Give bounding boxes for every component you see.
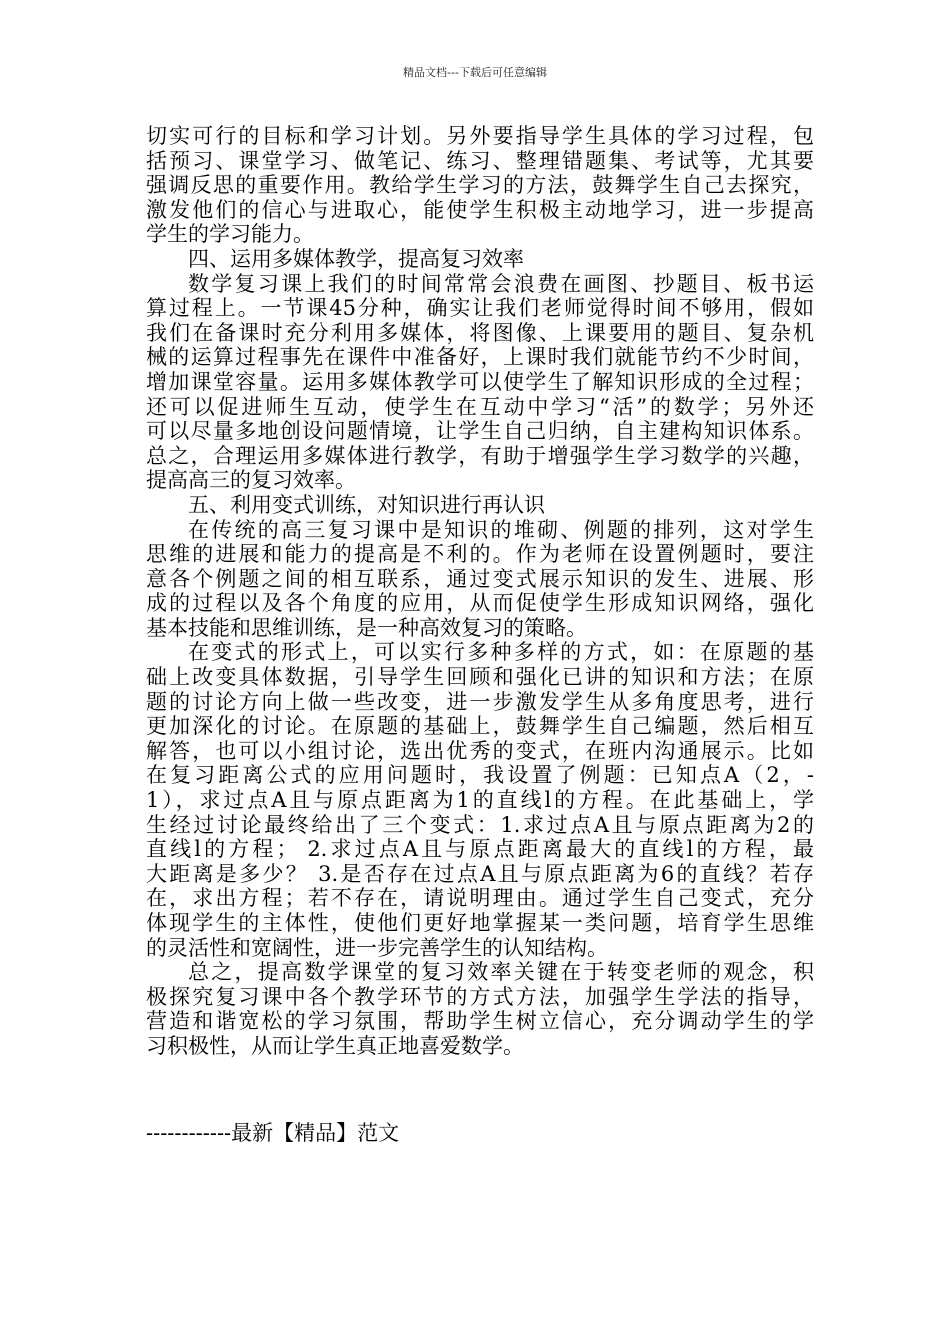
text-line: 五、利用变式训练，对知识进行再认识 [188,492,545,517]
document-body [146,124,814,1059]
text-line: 械的运算过程事先在课件中准备好，上课时我们就能节约不少时间， [146,345,814,370]
text-line: 数学复习课上我们的时间常常会浪费在画图、抄题目、板书运 [188,271,814,296]
text-line: 总之，合理运用多媒体进行教学，有助于增强学生学习数学的兴趣， [146,443,814,468]
text-line: 题的讨论方向上做一些改变，进一步激发学生从多角度思考，进行 [146,689,814,714]
text-line: 意各个例题之间的相互联系，通过变式展示知识的发生、进展、形 [146,566,814,591]
text-line: 激发他们的信心与进取心，能使学生积极主动地学习，进一步提高 [146,197,814,222]
text-line: 提高高三的复习效率。 [146,468,356,493]
text-line: 学生的学习能力。 [146,222,314,247]
text-line: 生经过讨论最终给出了三个变式：1.求过点A且与原点距离为2的 [146,812,814,837]
text-line: 在传统的高三复习课中是知识的堆砌、例题的排列，这对学生 [188,517,814,542]
text-line: 极探究复习课中各个教学环节的方式方法，加强学生学法的指导， [146,984,814,1009]
footer-tagline: ------------最新【精品】范文 [146,1121,400,1145]
page-header: 精品文档---下载后可任意编辑 [403,66,547,79]
text-line: 还可以促进师生互动，使学生在互动中学习“活”的数学；另外还 [146,394,814,419]
text-line: 切实可行的目标和学习计划。另外要指导学生具体的学习过程，包 [146,124,814,148]
text-line: 可以尽量多地创设问题情境，让学生自己归纳，自主建构知识体系。 [146,419,814,444]
text-line: 四、运用多媒体教学，提高复习效率 [188,246,524,271]
text-line: 1），求过点A且与原点距离为1的直线l的方程。在此基础上，学 [146,788,814,813]
text-line: 思维的进展和能力的提高是不利的。作为老师在设置例题时，要注 [146,542,814,567]
text-line: 大距离是多少？ 3.是否存在过点A且与原点距离为6的直线？若存 [146,861,814,886]
text-line: 在复习距离公式的应用问题时，我设置了例题：已知点A（2，- [146,763,814,788]
text-line: 更加深化的讨论。在原题的基础上，鼓舞学生自己编题，然后相互 [146,714,814,739]
text-line: 体现学生的主体性，使他们更好地掌握某一类问题，培育学生思维 [146,911,814,935]
text-line: 基本技能和思维训练，是一种高效复习的策略。 [146,615,587,640]
text-line: 习积极性，从而让学生真正地喜爱数学。 [146,1033,524,1058]
text-line: 总之，提高数学课堂的复习效率关键在于转变老师的观念，积 [188,960,814,985]
text-line: 直线l的方程； 2.求过点A且与原点距离最大的直线l的方程，最 [146,837,814,862]
text-line: 成的过程以及各个角度的应用，从而促使学生形成知识网络，强化 [146,591,814,616]
text-line: 我们在备课时充分利用多媒体，将图像、上课要用的题目、复杂机 [146,320,814,345]
text-line: 础上改变具体数据，引导学生回顾和强化已讲的知识和方法；在原 [146,665,814,690]
text-line: 的灵活性和宽阔性，进一步完善学生的认知结构。 [146,935,608,960]
text-line: 算过程上。一节课45分种，确实让我们老师觉得时间不够用，假如 [146,296,814,321]
text-line: 增加课堂容量。运用多媒体教学可以使学生了解知识形成的全过程； [146,369,814,394]
text-line: 在变式的形式上，可以实行多种多样的方式，如：在原题的基 [188,640,814,665]
text-line: 强调反思的重要作用。教给学生学习的方法，鼓舞学生自己去探究， [146,173,814,198]
text-line: 营造和谐宽松的学习氛围，帮助学生树立信心，充分调动学生的学 [146,1009,814,1034]
text-line: 在，求出方程；若不存在，请说明理由。通过学生自己变式，充分 [146,886,814,911]
text-line: 解答，也可以小组讨论，选出优秀的变式，在班内沟通展示。比如 [146,738,814,763]
text-line: 括预习、课堂学习、做笔记、练习、整理错题集、考试等，尤其要 [146,148,814,173]
